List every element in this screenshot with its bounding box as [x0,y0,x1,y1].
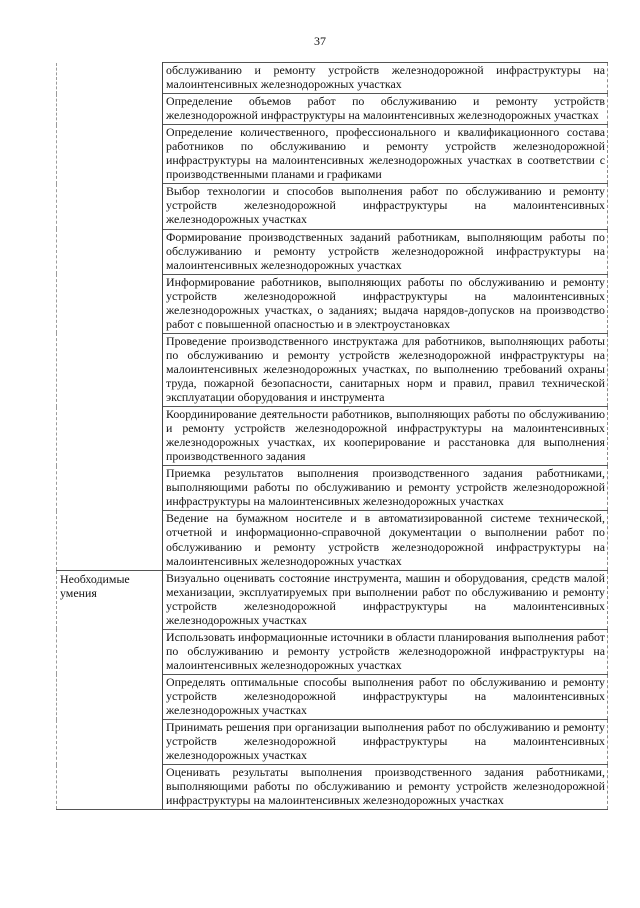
row-text: Оценивать результаты выполнения производственного задания работниками, выполняющими работы по обслуживанию и ремонту устройств железнодорожной инфраструктуры на малоинтенсивных железнодорожных участках [163,765,608,810]
row-label [57,94,163,125]
row-text: Использовать информационные источники в области планирования выполнения работ по обслуживанию и ремонту устройств железнодорожной инфраструктуры на малоинтенсивных железнодорожных участках [163,629,608,674]
row-text: Информирование работников, выполняющих работы по обслуживанию и ремонту устройств железнодорожной инфраструктуры на малоинтенсивных железнодорожных участках, о заданиях; выдача нарядов-допусков на производство работ с повышенной опасностью и в электроустановках [163,274,608,333]
requirements-table [56,62,608,810]
page-number: 37 [314,34,326,48]
row-label [57,125,163,184]
table-row [57,333,608,406]
table-row [57,94,608,125]
table-row [57,765,608,810]
row-text: Координирование деятельности работников, выполняющих работы по обслуживанию и ремонту устройств железнодорожной инфраструктуры на малоинтенсивных железнодорожных участках, их кооперирование и расстановка для выполнения производственного задания [163,407,608,466]
section-label-necessary-skills: Необходимые умения [57,570,163,629]
table-row [57,407,608,466]
row-label [57,466,163,511]
row-label [57,407,163,466]
table-row [57,466,608,511]
row-label [57,63,163,94]
table-row [57,570,608,629]
table-row [57,63,608,94]
row-label [57,333,163,406]
table-row [57,184,608,229]
table-row [57,674,608,719]
row-text: Формирование производственных заданий работникам, выполняющим работы по обслуживанию и ремонту устройств железнодорожной инфраструктуры на малоинтенсивных железнодорожных участках [163,229,608,274]
table-row [57,720,608,765]
row-label [57,720,163,765]
row-text: Приемка результатов выполнения производственного задания работниками, выполняющими работы по обслуживанию и ремонту устройств железнодорожной инфраструктуры на малоинтенсивных железнодорожных участках [163,466,608,511]
table-row [57,229,608,274]
table-row [57,274,608,333]
row-text: Определение количественного, профессионального и квалификационного состава работников по обслуживанию и ремонту устройств железнодорожной инфраструктуры на малоинтенсивных железнодорожных участках в соответствии с производственными планами и графиками [163,125,608,184]
row-text: Принимать решения при организации выполнения работ по обслуживанию и ремонту устройств железнодорожной инфраструктуры на малоинтенсивных железнодорожных участках [163,720,608,765]
row-text: Определение объемов работ по обслуживанию и ремонту устройств железнодорожной инфраструктуры на малоинтенсивных железнодорожных участках [163,94,608,125]
row-text: обслуживанию и ремонту устройств железнодорожной инфраструктуры на малоинтенсивных железнодорожных участках [163,63,608,94]
row-text: Проведение производственного инструктажа для работников, выполняющих работы по обслуживанию и ремонту устройств железнодорожной инфраструктуры на малоинтенсивных железнодорожных участках, по выполнению требований охраны труда, пожарной безопасности, санитарных норм и правил, правил технической эксплуатации оборудования и инструмента [163,333,608,406]
row-label [57,765,163,810]
row-text: Визуально оценивать состояние инструмента, машин и оборудования, средств малой механизации, эксплуатируемых при выполнении работ по обслуживанию и ремонту устройств железнодорожной инфраструктуры на малоинтенсивных железнодорожных участках [163,570,608,629]
table-row [57,629,608,674]
row-label [57,674,163,719]
table-row [57,125,608,184]
table-row [57,511,608,570]
row-label [57,511,163,570]
row-text: Ведение на бумажном носителе и в автоматизированной системе технической, отчетной и информационно-справочной документации о выполнении работ по обслуживанию и ремонту устройств железнодорожной инфраструктуры на малоинтенсивных железнодорожных участках [163,511,608,570]
row-text: Выбор технологии и способов выполнения работ по обслуживанию и ремонту устройств железнодорожной инфраструктуры на малоинтенсивных железнодорожных участках [163,184,608,229]
row-label [57,184,163,229]
row-label [57,274,163,333]
row-label [57,629,163,674]
row-label [57,229,163,274]
row-text: Определять оптимальные способы выполнения работ по обслуживанию и ремонту устройств железнодорожной инфраструктуры на малоинтенсивных железнодорожных участках [163,674,608,719]
